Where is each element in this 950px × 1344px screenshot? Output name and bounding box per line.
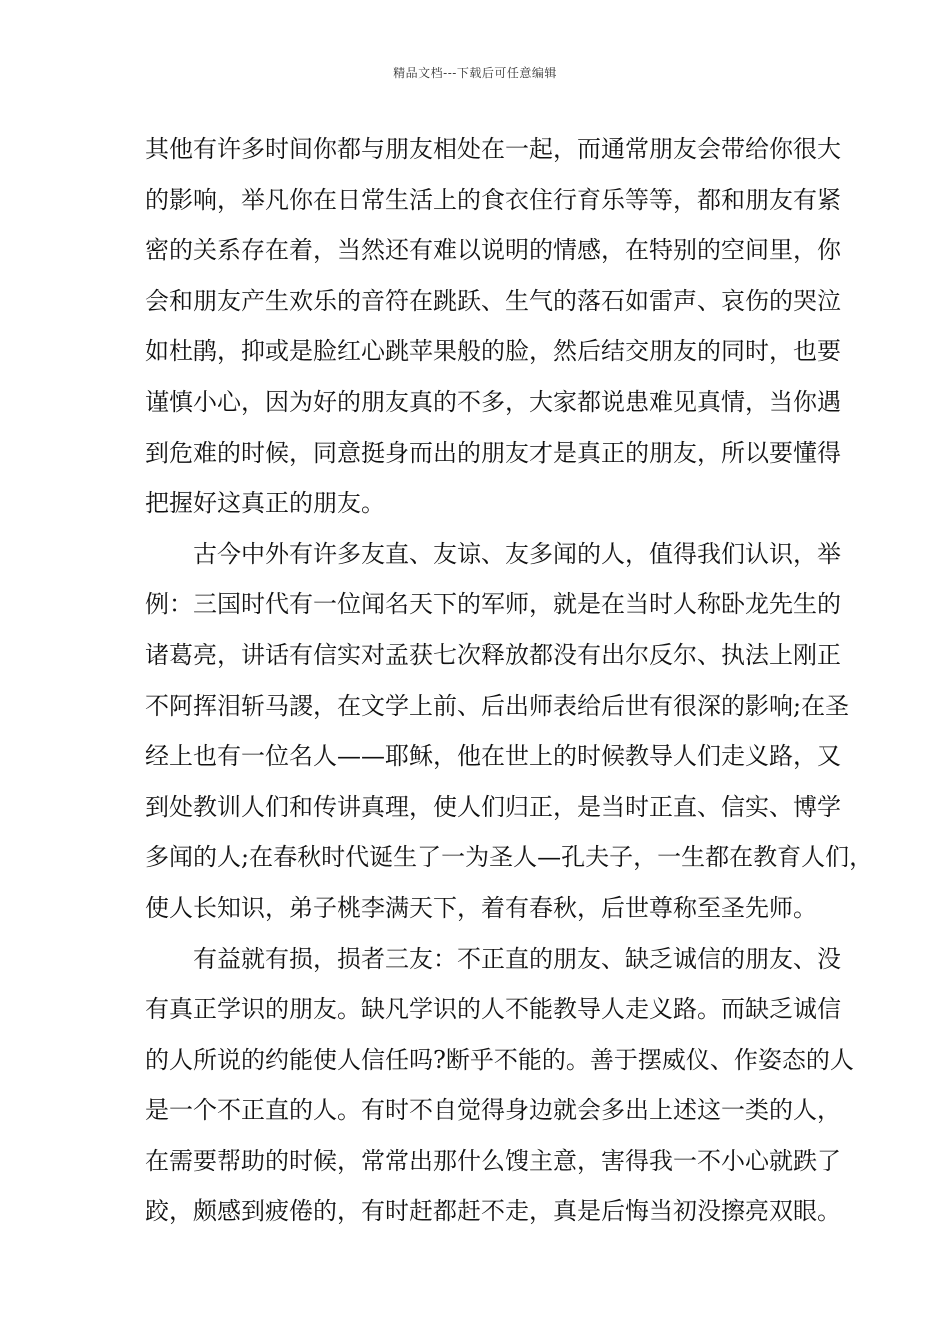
text-line: 密的关系存在着，当然还有难以说明的情感，在特别的空间里，你 [145, 236, 841, 265]
text-line: 是一个不正直的人。有时不自觉得身边就会多出上述这一类的人， [145, 1096, 841, 1125]
page-header: 精品文档---下载后可任意编辑 [393, 66, 557, 80]
text-line: 经上也有一位名人——耶稣，他在世上的时候教导人们走义路，又 [145, 742, 841, 771]
text-line: 使人长知识，弟子桃李满天下，着有春秋，后世尊称至圣先师。 [145, 893, 817, 922]
text-line: 谨慎小心，因为好的朋友真的不多，大家都说患难见真情，当你遇 [145, 387, 841, 416]
text-line: 如杜鹃，抑或是脸红心跳苹果般的脸，然后结交朋友的同时，也要 [145, 337, 841, 366]
text-line: 到危难的时候，同意挺身而出的朋友才是真正的朋友，所以要懂得 [145, 438, 841, 467]
document-body [145, 124, 874, 1237]
text-line: 到处教训人们和传讲真理，使人们归正，是当时正直、信实、博学 [145, 792, 841, 821]
text-line: 有益就有损，损者三友：不正直的朋友、缺乏诚信的朋友、没 [193, 944, 841, 973]
text-line: 把握好这真正的朋友。 [145, 489, 385, 518]
text-line: 有真正学识的朋友。缺凡学识的人不能教导人走义路。而缺乏诚信 [145, 995, 841, 1024]
text-line: 跤，颇感到疲倦的，有时赶都赶不走，真是后悔当初没擦亮双眼。 [145, 1197, 841, 1226]
text-line: 不阿挥泪斩马謖，在文学上前、后出师表给后世有很深的影响;在圣 [145, 691, 850, 720]
paragraph-2 [145, 529, 874, 934]
text-line: 古今中外有许多友直、友谅、友多闻的人，值得我们认识，举 [193, 539, 841, 568]
text-line: 例：三国时代有一位闻名天下的军师，就是在当时人称卧龙先生的 [145, 590, 841, 619]
paragraph-1 [145, 124, 841, 529]
paragraph-3 [145, 934, 854, 1238]
text-line: 的影响，举凡你在日常生活上的食衣住行育乐等等，都和朋友有紧 [145, 185, 841, 214]
text-line: 会和朋友产生欢乐的音符在跳跃、生气的落石如雷声、哀伤的哭泣 [145, 286, 841, 315]
text-line: 在需要帮助的时候，常常出那什么馊主意，害得我一不小心就跌了 [145, 1146, 841, 1175]
text-line: 多闻的人;在春秋时代诞生了一为圣人—孔夫子，一生都在教育人们， [145, 843, 874, 872]
text-line: 其他有许多时间你都与朋友相处在一起，而通常朋友会带给你很大 [145, 135, 841, 163]
text-line: 诸葛亮，讲话有信实对孟获七次释放都没有出尔反尔、执法上刚正 [145, 640, 841, 669]
text-line: 的人所说的约能使人信任吗?断乎不能的。善于摆威仪、作姿态的人 [145, 1045, 854, 1074]
